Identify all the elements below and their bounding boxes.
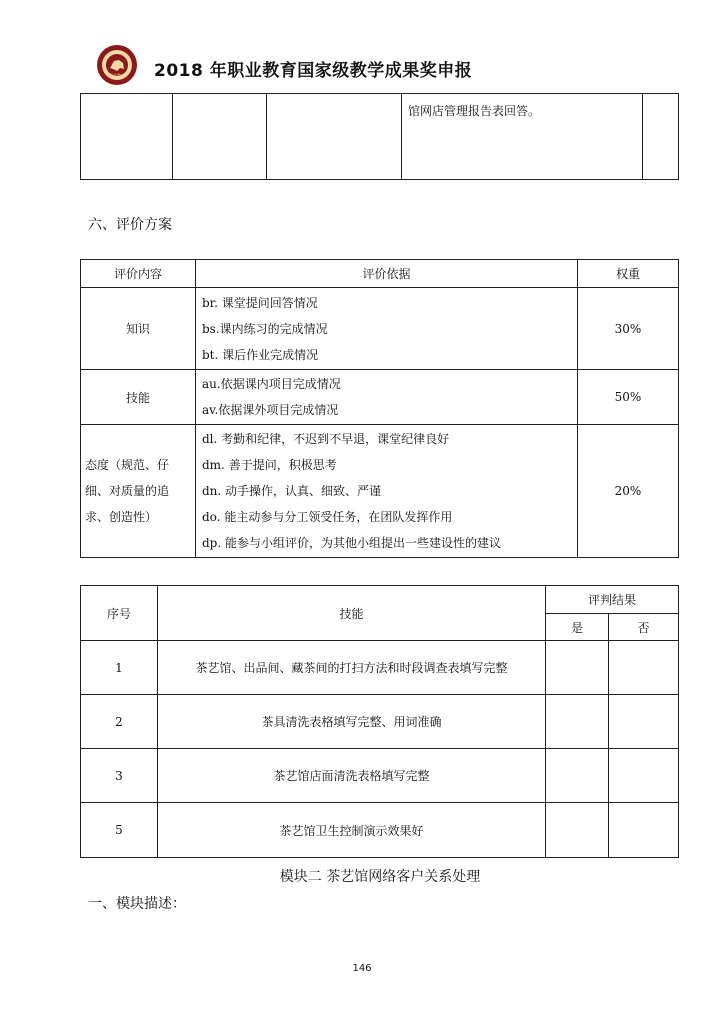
module-title: 模块二 茶艺馆网络客户关系处理 <box>279 869 481 885</box>
column-header: 权重 <box>578 260 679 288</box>
evaluation-table <box>80 259 679 558</box>
table-row: 技能 au.依据课内项目完成情况 av.依据课外项目完成情况 50% <box>81 370 679 425</box>
column-header: 评价内容 <box>81 260 196 288</box>
table-row: 态度（规范、仔细、对质量的追求、创造性） dl. 考勤和纪律，不迟到不早退，课堂纪律良好 dm. 善于提问，积极思考 dn. 动手操作，认真、细致、严谨 do. 能主动参与分工领受任务，在团队发挥作用 dp. 能参与小组评价，为其他小组提出一些建设性的建议 20% <box>81 425 679 558</box>
table-row: 2 茶具清洗表格填写完整、用词准确 <box>81 695 679 749</box>
continuation-cell: 馆网店管理报告表回答。 <box>402 94 643 180</box>
column-header: 评价依据 <box>196 260 578 288</box>
school-emblem-icon <box>96 44 138 86</box>
page-title: 2018 年职业教育国家级教学成果奖申报 <box>154 61 473 81</box>
page-header <box>96 44 656 88</box>
table-row: 知识 br. 课堂提问回答情况 bs.课内练习的完成情况 bt. 课后作业完成情况 30% <box>81 288 679 370</box>
table-header-row: 序号 技能 评判结果 <box>81 586 679 614</box>
table-row: 5 茶艺馆卫生控制演示效果好 <box>81 803 679 858</box>
logo-text: 职业教育 <box>109 73 125 78</box>
table-row: 3 茶艺馆店面清洗表格填写完整 <box>81 749 679 803</box>
skill-assessment-table <box>80 585 679 858</box>
section-heading-description: 一、模块描述： <box>88 896 186 912</box>
table-header-row: 是 否 <box>81 614 679 641</box>
continuation-table <box>80 93 679 180</box>
table-header-row <box>81 260 679 288</box>
table-row: 1 茶艺馆、出品间、藏茶间的打扫方法和时段调查表填写完整 <box>81 641 679 695</box>
section-heading-evaluation: 六、评价方案 <box>88 217 172 233</box>
page-number: 146 <box>352 963 372 974</box>
